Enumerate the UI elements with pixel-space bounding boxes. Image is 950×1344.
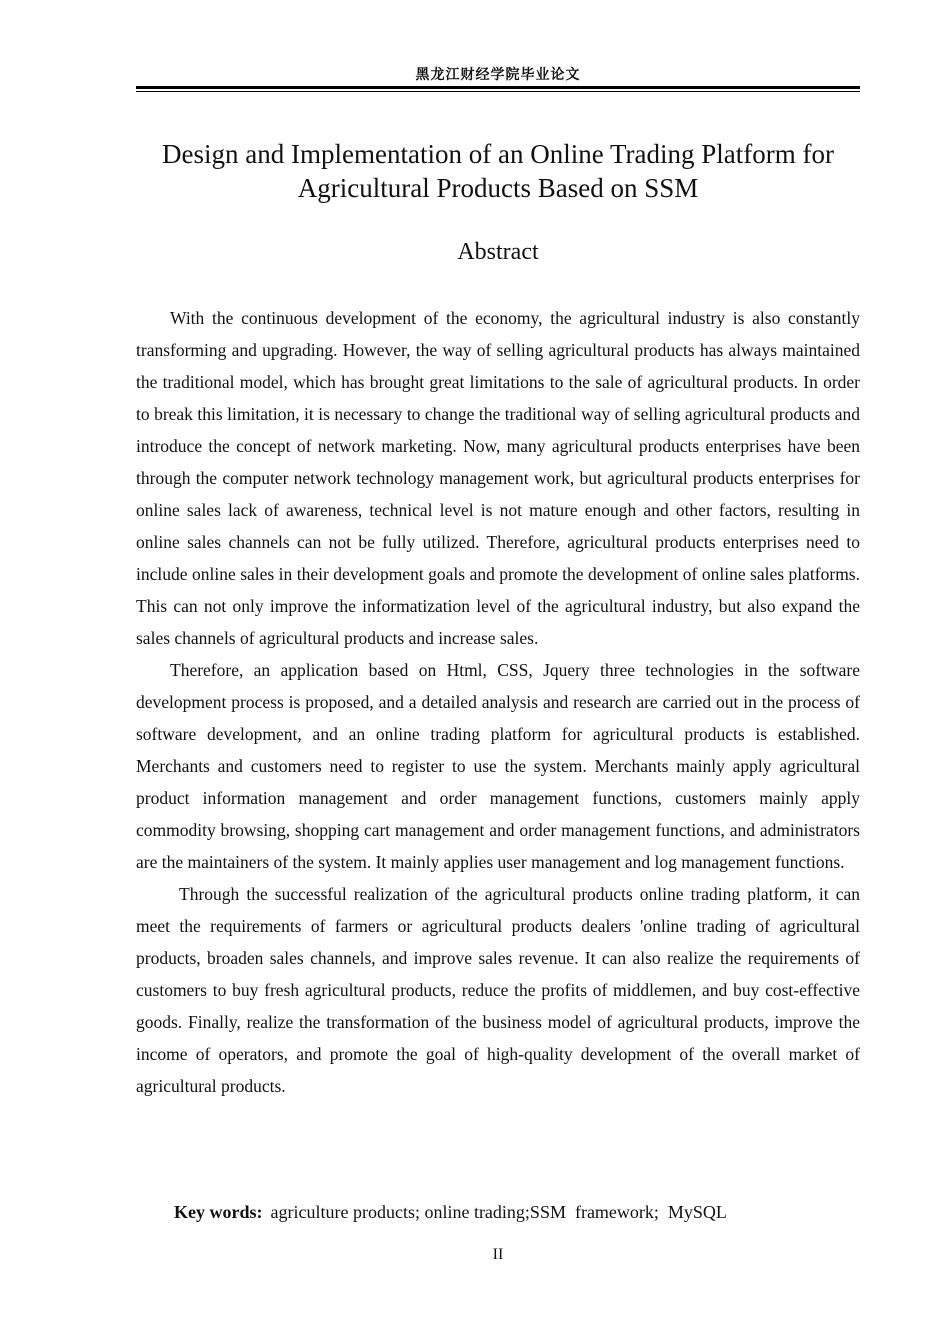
header-rule-thick [136, 86, 860, 89]
running-header: 黑龙江财经学院毕业论文 [415, 67, 581, 83]
abstract-heading: Abstract [457, 239, 539, 265]
page-number: II [492, 1246, 504, 1263]
abstract-paragraph-3: Through the successful realization of the agricultural products online trading platform, it can meet the requirements of farmers or agricultural products dealers 'online trading of agricultural products, broaden sales channels, and improve sales revenue. It can also realize the requirements of customers to buy fresh agricultural products, reduce the profits of middlemen, and buy cost-effective goods. Finally, realize the transformation of the business model of agricultural products, improve the income of operators, and promote the goal of high-quality development of the overall market of agricultural products. [136, 884, 860, 1096]
header-rule-thin [136, 91, 860, 92]
abstract-paragraph-2: Therefore, an application based on Html, CSS, Jquery three technologies in the software development process is proposed, and a detailed analysis and research are carried out in the process of software development, and an online trading platform for agricultural products is established. Merchants and customers need to register to use the system. Merchants mainly apply agricultural product information management and order management functions, customers mainly apply commodity browsing, shopping cart management and order management functions, and administrators are the maintainers of the system. It mainly applies user management and log management functions. [136, 660, 860, 872]
keywords-label: Key words: [174, 1202, 263, 1222]
abstract-paragraph-1: With the continuous development of the economy, the agricultural industry is also constantly transforming and upgrading. However, the way of selling agricultural products has always maintained the traditional model, which has brought great limitations to the sale of agricultural products. In order to break this limitation, it is necessary to change the traditional way of selling agricultural products and introduce the concept of network marketing. Now, many agricultural products enterprises have been through the computer network technology management work, but agricultural products enterprises for online sales lack of awareness, technical level is not mature enough and other factors, resulting in online sales channels can not be fully utilized. Therefore, agricultural products enterprises need to include online sales in their development goals and promote the development of online sales platforms. This can not only improve the informatization level of the agricultural industry, but also expand the sales channels of agricultural products and increase sales. [136, 308, 860, 648]
keywords-list: agriculture products; online trading;SSM framework; MySQL [270, 1202, 727, 1222]
paper-title: Design and Implementation of an Online Trading Platform for Agricultural Products Based on SSM [162, 139, 834, 203]
abstract-body [136, 302, 860, 1102]
keywords-line [174, 1198, 727, 1226]
